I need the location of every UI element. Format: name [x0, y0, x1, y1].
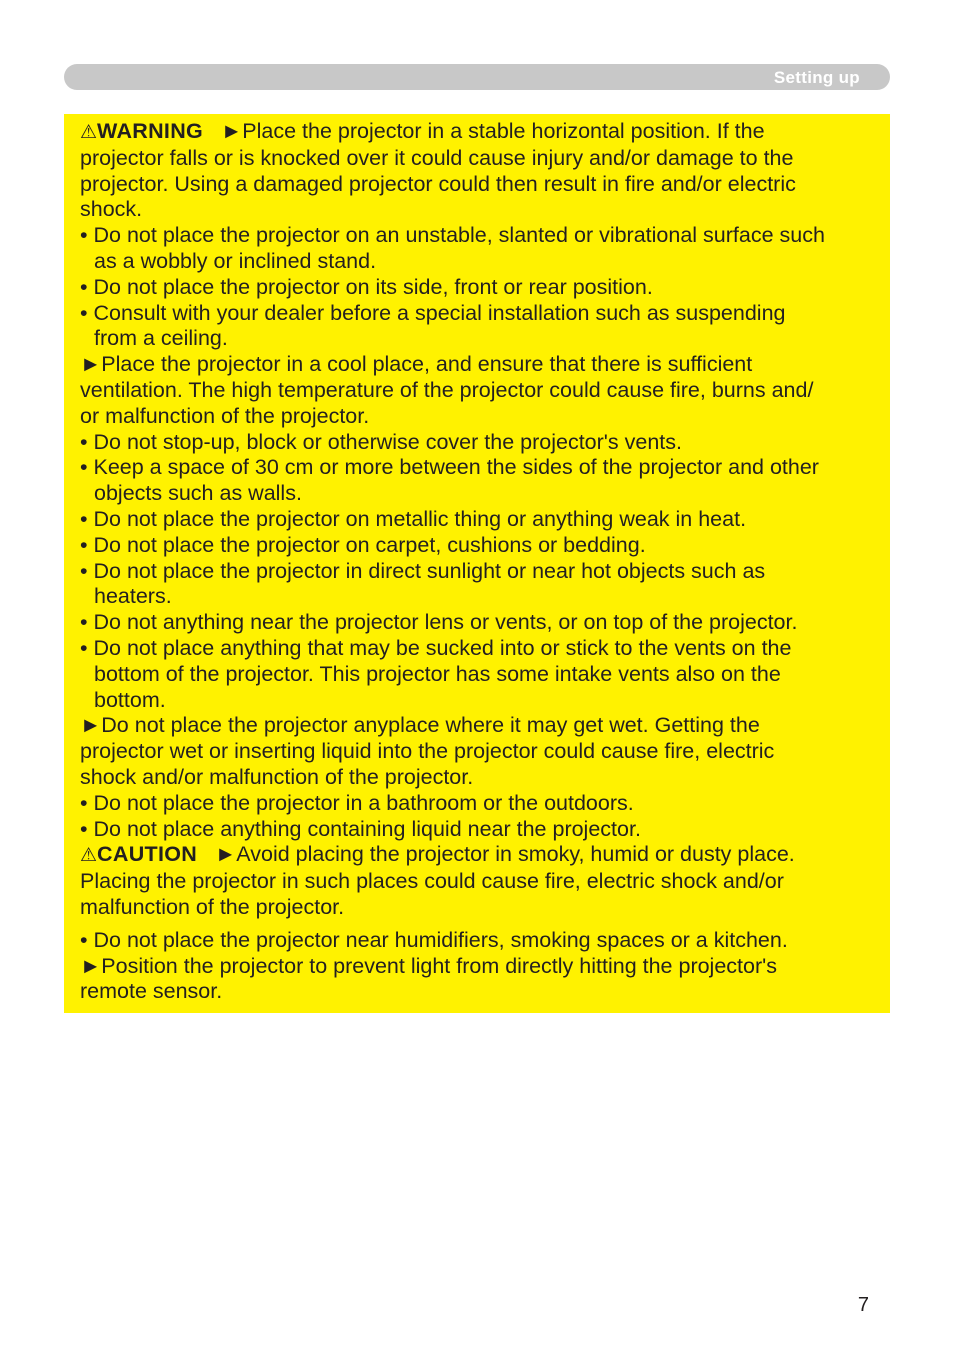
safety-notice-box — [64, 114, 890, 1013]
warning-bullet: • Do not place the projector in a bathroom or the outdoors. — [80, 790, 634, 815]
warning-bullet-cont: heaters. — [94, 584, 172, 609]
caution-line: Placing the projector in such places could cause fire, electric shock and/or — [80, 869, 784, 894]
warning-bullet: • Do not place the projector in direct sunlight or near hot objects such as — [80, 558, 766, 583]
caution-label: CAUTION — [97, 842, 198, 867]
warning-line: ►Place the projector in a cool place, and ensure that there is sufficient — [80, 352, 753, 377]
page-number: 7 — [857, 1294, 869, 1316]
warning-label: WARNING — [97, 119, 204, 143]
caution-first-line: ⚠CAUTION ►Avoid placing the projector in smoky, humid or dusty place. — [80, 842, 795, 867]
warning-line: projector falls or is knocked over it could cause injury and/or damage to the — [80, 145, 794, 170]
warning-bullet-cont: from a ceiling. — [94, 326, 228, 351]
section-title: Setting up — [773, 68, 860, 87]
warning-bullet-cont: objects such as walls. — [94, 481, 302, 506]
caution-line: remote sensor. — [80, 979, 223, 1004]
caution-triangle-icon: ⚠ — [80, 845, 98, 867]
warning-first-line: ⚠WARNING ►Place the projector in a stable horizontal position. If the — [80, 119, 765, 143]
warning-bullet: • Do not place the projector on metallic thing or anything weak in heat. — [80, 506, 747, 531]
warning-line: or malfunction of the projector. — [80, 403, 370, 428]
warning-bullet: • Do not place the projector on its side, front or rear position. — [80, 274, 653, 299]
warning-bullet-cont: as a wobbly or inclined stand. — [94, 248, 377, 273]
warning-line: projector wet or inserting liquid into the projector could cause fire, electric — [80, 739, 775, 764]
warning-line: shock and/or malfunction of the projector. — [80, 764, 474, 789]
warning-line: shock. — [80, 197, 143, 222]
warning-triangle-icon: ⚠ — [80, 122, 98, 143]
warning-bullet: • Do not place anything containing liquid near the projector. — [80, 816, 641, 841]
warning-line: ►Do not place the projector anyplace where it may get wet. Getting the — [80, 713, 760, 738]
caution-line: ►Position the projector to prevent light from directly hitting the projector's — [80, 953, 777, 978]
warning-line: ventilation. The high temperature of the projector could cause fire, burns and/ — [80, 377, 814, 402]
warning-line: projector. Using a damaged projector could then result in fire and/or electric — [80, 171, 796, 196]
warning-bullet: • Do not anything near the projector lens or vents, or on top of the projector. — [80, 610, 798, 635]
header-bar — [64, 64, 890, 90]
warning-bullet: • Do not place the projector on an unstable, slanted or vibrational surface such — [80, 223, 825, 248]
warning-bullet: • Consult with your dealer before a special installation such as suspending — [80, 300, 786, 325]
warning-bullet: • Do not place anything that may be sucked into or stick to the vents on the — [80, 635, 792, 660]
warning-bullet: • Do not stop-up, block or otherwise cover the projector's vents. — [80, 429, 682, 454]
warning-bullet-cont: bottom of the projector. This projector has some intake vents also on the — [94, 661, 781, 686]
caution-bullet: • Do not place the projector near humidifiers, smoking spaces or a kitchen. — [80, 927, 788, 952]
warning-bullet: • Do not place the projector on carpet, cushions or bedding. — [80, 532, 646, 557]
warning-bullet: • Keep a space of 30 cm or more between the sides of the projector and other — [80, 455, 819, 480]
caution-line: malfunction of the projector. — [80, 894, 345, 919]
warning-bullet-cont: bottom. — [94, 687, 166, 712]
